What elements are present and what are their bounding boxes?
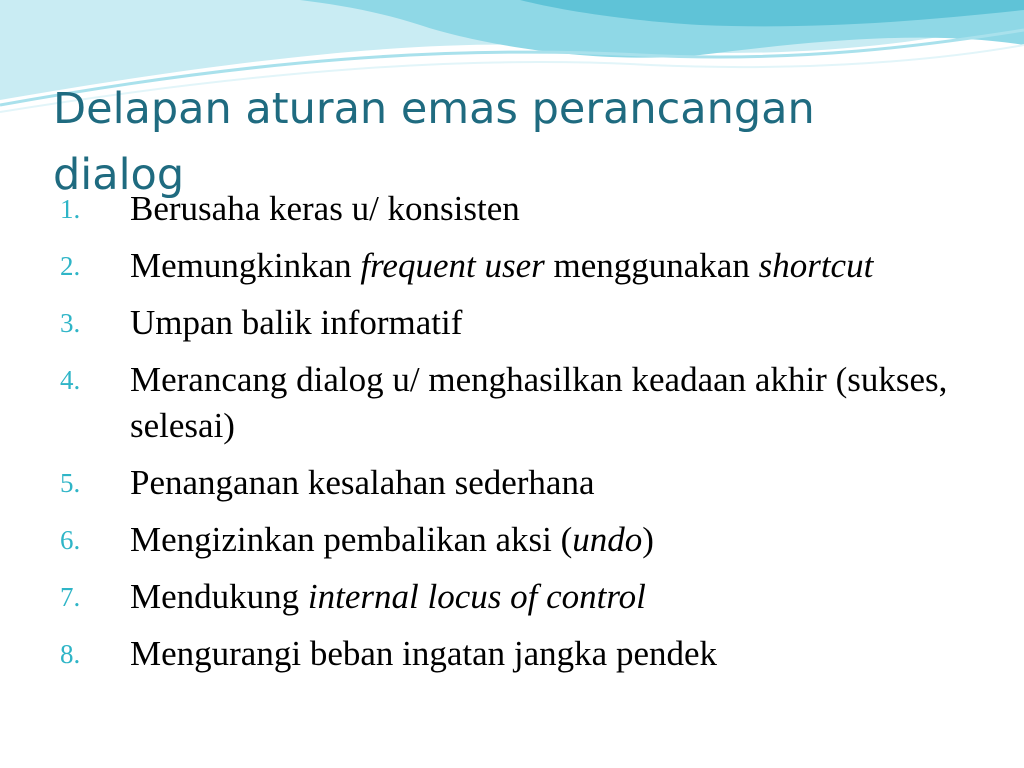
list-item-text: Penanganan kesalahan sederhana xyxy=(130,463,595,502)
list-item xyxy=(60,574,960,620)
list-item-text: Merancang dialog u/ menghasilkan keadaan akhir (sukses, selesai) xyxy=(130,360,948,445)
list-item xyxy=(60,517,960,563)
list-item xyxy=(60,357,960,449)
list-number: 3. xyxy=(60,308,81,338)
list-number: 4. xyxy=(60,365,81,395)
list-number: 1. xyxy=(60,194,81,224)
list-item-text: Mendukung internal locus of control xyxy=(130,577,646,616)
list-item-text: Mengurangi beban ingatan jangka pendek xyxy=(130,634,718,673)
golden-rules-list xyxy=(60,186,960,688)
list-item-text: Memungkinkan frequent user menggunakan shortcut xyxy=(130,246,874,285)
list-item-text: Mengizinkan pembalikan aksi (undo) xyxy=(130,520,654,559)
list-item xyxy=(60,460,960,506)
list-item xyxy=(60,243,960,289)
list-number: 2. xyxy=(60,251,81,281)
slide-title: Delapan aturan emas perancangan dialog xyxy=(53,84,815,200)
list-number: 8. xyxy=(60,639,81,669)
list-item xyxy=(60,631,960,677)
list-item-text: Berusaha keras u/ konsisten xyxy=(130,189,520,228)
list-number: 5. xyxy=(60,468,81,498)
list-number: 7. xyxy=(60,582,81,612)
list-item-text: Umpan balik informatif xyxy=(130,303,463,342)
list-item xyxy=(60,186,960,232)
list-item xyxy=(60,300,960,346)
list-number: 6. xyxy=(60,525,81,555)
